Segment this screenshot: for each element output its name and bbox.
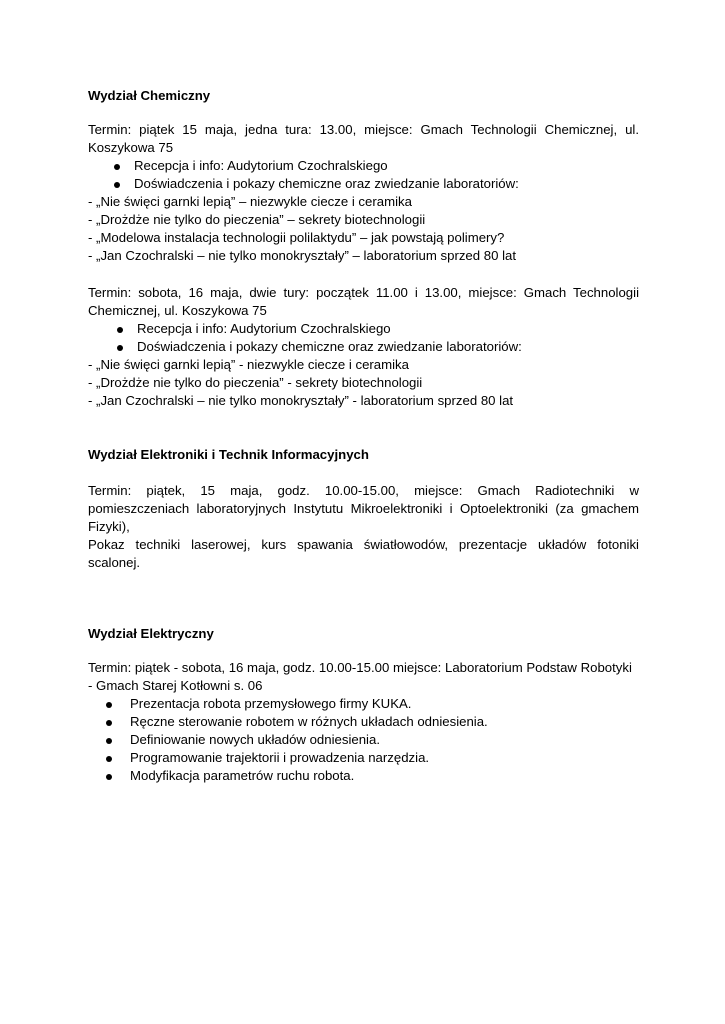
bullet-item: Recepcja i info: Audytorium Czochralskiego <box>117 320 639 338</box>
elektryczny-termin <box>88 659 639 785</box>
termin-line: Koszykowa 75 <box>88 140 174 155</box>
section-title-eiti: Wydział Elektroniki i Technik Informacyjnych <box>88 447 369 462</box>
list-item: - „Jan Czochralski – nie tylko monokryształy” – laboratorium sprzed 80 lat <box>88 248 517 263</box>
bullet-icon <box>117 345 123 351</box>
text-line: Fizyki), <box>88 519 130 534</box>
bullet-item: Recepcja i info: Audytorium Czochralskiego <box>114 157 639 175</box>
eiti-paragraph <box>88 482 639 572</box>
bullet-icon <box>106 702 112 708</box>
text-line: Termin: piątek, 15 maja, godz. 10.00-15.00, miejsce: Gmach Radiotechniki w <box>88 483 639 498</box>
chemia-termin-2 <box>88 284 639 410</box>
section-title-elektryczny: Wydział Elektryczny <box>88 626 214 641</box>
bullet-icon <box>106 774 112 780</box>
termin-line: Termin: piątek 15 maja, jedna tura: 13.00, miejsce: Gmach Technologii Chemicznej, ul. <box>88 122 639 137</box>
termin-line: - Gmach Starej Kotłowni s. 06 <box>88 678 263 693</box>
termin-line: Termin: sobota, 16 maja, dwie tury: początek 11.00 i 13.00, miejsce: Gmach Technologii <box>88 285 639 300</box>
chemia-termin-1 <box>88 121 639 265</box>
list-item: - „Nie święci garnki lepią” - niezwykle ciecze i ceramika <box>88 357 409 372</box>
bullet-item: Doświadczenia i pokazy chemiczne oraz zwiedzanie laboratoriów: <box>114 175 639 193</box>
list-item: - „Jan Czochralski – nie tylko monokryształy” - laboratorium sprzed 80 lat <box>88 393 514 408</box>
bullet-icon <box>106 756 112 762</box>
text-line: scalonej. <box>88 555 141 570</box>
text-line: pomieszczeniach laboratoryjnych Instytutu Mikroelektroniki i Optoelektroniki (za gmachem <box>88 501 639 516</box>
text-line: Pokaz techniki laserowej, kurs spawania światłowodów, prezentacje układów fotoniki <box>88 537 639 552</box>
termin-line: Chemicznej, ul. Koszykowa 75 <box>88 303 267 318</box>
bullet-item: Modyfikacja parametrów ruchu robota. <box>106 767 639 785</box>
list-item: - „Drożdże nie tylko do pieczenia” – sekrety biotechnologii <box>88 212 426 227</box>
bullet-item: Ręczne sterowanie robotem w różnych układach odniesienia. <box>106 713 639 731</box>
bullet-icon <box>106 720 112 726</box>
list-item: - „Nie święci garnki lepią” – niezwykle ciecze i ceramika <box>88 194 412 209</box>
bullet-item: Doświadczenia i pokazy chemiczne oraz zwiedzanie laboratoriów: <box>117 338 639 356</box>
bullet-item: Prezentacja robota przemysłowego firmy KUKA. <box>106 695 639 713</box>
section-title-chemia: Wydział Chemiczny <box>88 88 211 103</box>
bullet-item: Definiowanie nowych układów odniesienia. <box>106 731 639 749</box>
bullet-icon <box>117 327 123 333</box>
bullet-icon <box>114 164 120 170</box>
list-item: - „Modelowa instalacja technologii polilaktydu” – jak powstają polimery? <box>88 230 505 245</box>
bullet-icon <box>106 738 112 744</box>
termin-line: Termin: piątek - sobota, 16 maja, godz. 10.00-15.00 miejsce: Laboratorium Podstaw Robotyki <box>88 660 632 675</box>
list-item: - „Drożdże nie tylko do pieczenia” - sekrety biotechnologii <box>88 375 423 390</box>
bullet-icon <box>114 182 120 188</box>
bullet-item: Programowanie trajektorii i prowadzenia narzędzia. <box>106 749 639 767</box>
